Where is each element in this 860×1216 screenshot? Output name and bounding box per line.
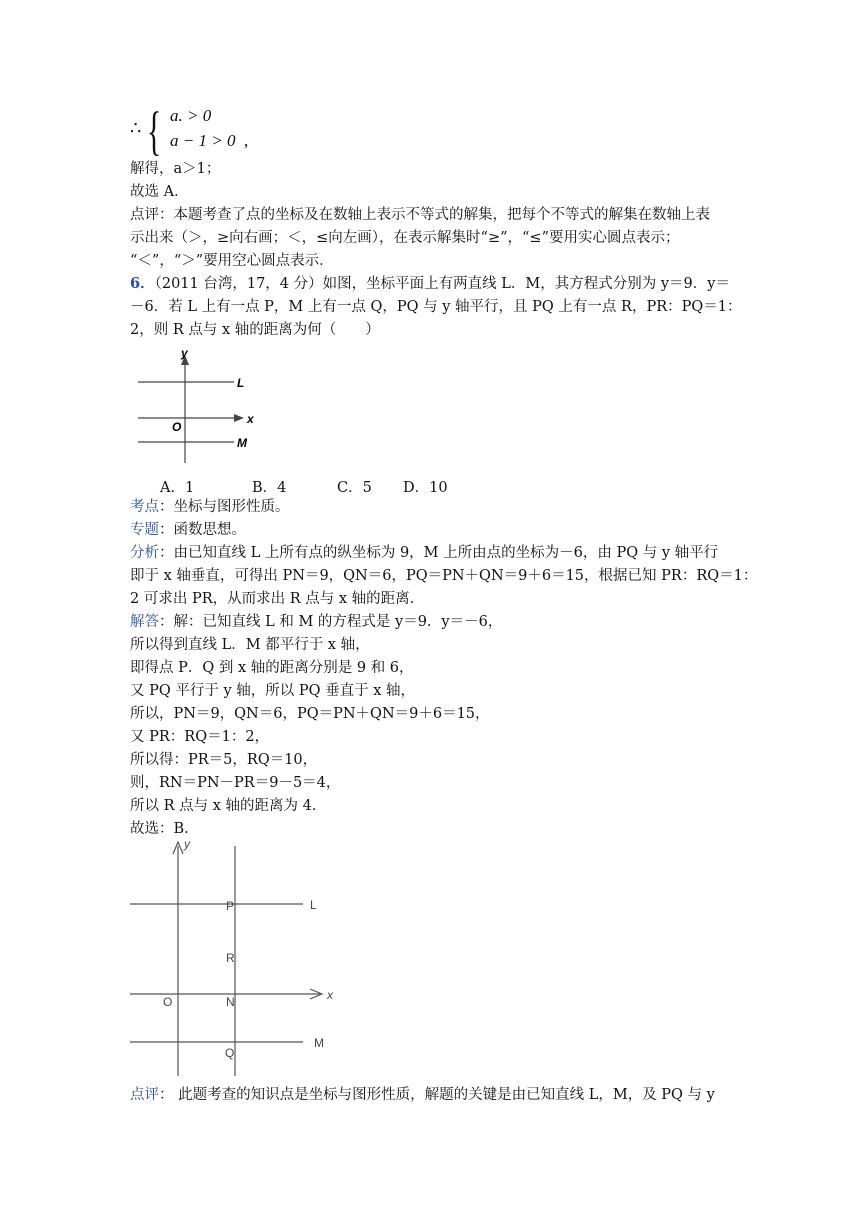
question-figure <box>130 345 260 470</box>
answer-line: 故选 A． <box>130 184 189 200</box>
comment-line-3: “＜”，“＞”要用空心圆点表示． <box>130 253 334 269</box>
fig1-m-label: M <box>237 436 247 450</box>
inequality-2: a − 1 > 0 <box>170 131 236 150</box>
inequality-1: a. > 0 <box>170 106 212 125</box>
fenxi-line-3: 2 可求出 PR，从而求出 R 点与 x 轴的距离． <box>130 591 425 607</box>
jieda-line-7: 所以得：PR＝5，RQ＝10， <box>130 752 318 768</box>
fig2-origin-label: O <box>163 995 173 1009</box>
solution-figure <box>128 836 348 1081</box>
comment-line-2: 示出来（＞，≥向右画；＜，≤向左画），在表示解集时“≥”，“≤”要用实心圆点表示； <box>130 230 680 246</box>
choice-c[interactable]: C．5 <box>337 480 372 496</box>
jieda-line-4: 又 PQ 平行于 y 轴，所以 PQ 垂直于 x 轴， <box>130 683 416 699</box>
fig1-origin-label: O <box>172 420 182 434</box>
jieda-line-9: 所以 R 点与 x 轴的距离为 4． <box>130 798 327 814</box>
fig2-m-label: M <box>314 1036 324 1050</box>
jieda-label: 解答 <box>130 614 159 630</box>
kaodian-label: 考点 <box>130 499 159 515</box>
jieda-line-1: 解答：解：已知直线 L 和 M 的方程式是 y＝9．y＝－6， <box>130 614 503 630</box>
fig2-l-label: L <box>310 898 317 912</box>
therefore-symbol: ∴ <box>130 118 142 139</box>
fenxi-label: 分析 <box>130 545 159 561</box>
question-line-3: 2，则 R 点与 x 轴的距离为何（ ） <box>130 322 380 338</box>
fig2-r-label: R <box>226 951 235 965</box>
fig2-n-label: N <box>226 995 235 1009</box>
solution-line: 解得，a＞1； <box>130 161 221 177</box>
fig2-q-label: Q <box>225 1046 235 1060</box>
fenxi-line-1: 分析：由已知直线 L 上所有点的纵坐标为 9，M 上所由点的坐标为－6，由 PQ 与 y 轴平行 <box>130 545 719 561</box>
system-comma: , <box>244 131 249 150</box>
dianping-label: 点评 <box>130 1087 159 1103</box>
choice-a[interactable]: A．1 <box>160 480 195 496</box>
jieda-line-3: 即得点 P．Q 到 x 轴的距离分别是 9 和 6， <box>130 660 414 676</box>
fig2-p-label: P <box>226 899 235 913</box>
system-brace: { <box>147 101 162 161</box>
question-line-1: 6．（2011 台湾，17，4 分）如图，坐标平面上有两直线 L．M，其方程式分别为 y＝9．y＝ <box>130 275 730 292</box>
question-line-2: －6．若 L 上有一点 P，M 上有一点 Q，PQ 与 y 轴平行，且 PQ 上有一点 R，PR：PQ＝1： <box>130 299 742 315</box>
jieda-line-2: 所以得到直线 L．M 都平行于 x 轴， <box>130 637 370 653</box>
fig1-l-label: L <box>237 376 245 390</box>
zhuanti-label: 专题 <box>130 522 159 538</box>
zhuanti-line: 专题：函数思想。 <box>130 522 246 538</box>
jieda-line-8: 则，RN＝PN－PR＝9－5＝4， <box>130 775 341 791</box>
jieda-line-5: 所以，PN＝9，QN＝6，PQ＝PN＋QN＝9＋6＝15， <box>130 706 490 722</box>
jieda-line-6: 又 PR：RQ＝1：2， <box>130 729 270 745</box>
choice-d[interactable]: D．10 <box>403 480 448 496</box>
fenxi-line-2: 即于 x 轴垂直，可得出 PN＝9，QN＝6，PQ＝PN＋QN＝9＋6＝15，根据已知 PR：RQ＝1： <box>130 568 758 584</box>
fig2-y-label: y <box>184 837 190 851</box>
question-number: 6． <box>130 275 155 292</box>
comment-line-1: 点评：本题考查了点的坐标及在数轴上表示不等式的解集，把每个不等式的解集在数轴上表 <box>130 207 710 223</box>
fig2-x-label: x <box>327 988 333 1002</box>
fig1-x-label: x <box>247 412 254 426</box>
dianping-line: 点评： 此题考查的知识点是坐标与图形性质，解题的关键是由已知直线 L，M，及 PQ 与 y <box>130 1087 715 1103</box>
jieda-line-10: 故选：B． <box>130 821 199 837</box>
fig1-y-label: y <box>181 346 188 360</box>
choice-b[interactable]: B．4 <box>252 480 287 496</box>
kaodian-line: 考点：坐标与图形性质。 <box>130 499 290 515</box>
